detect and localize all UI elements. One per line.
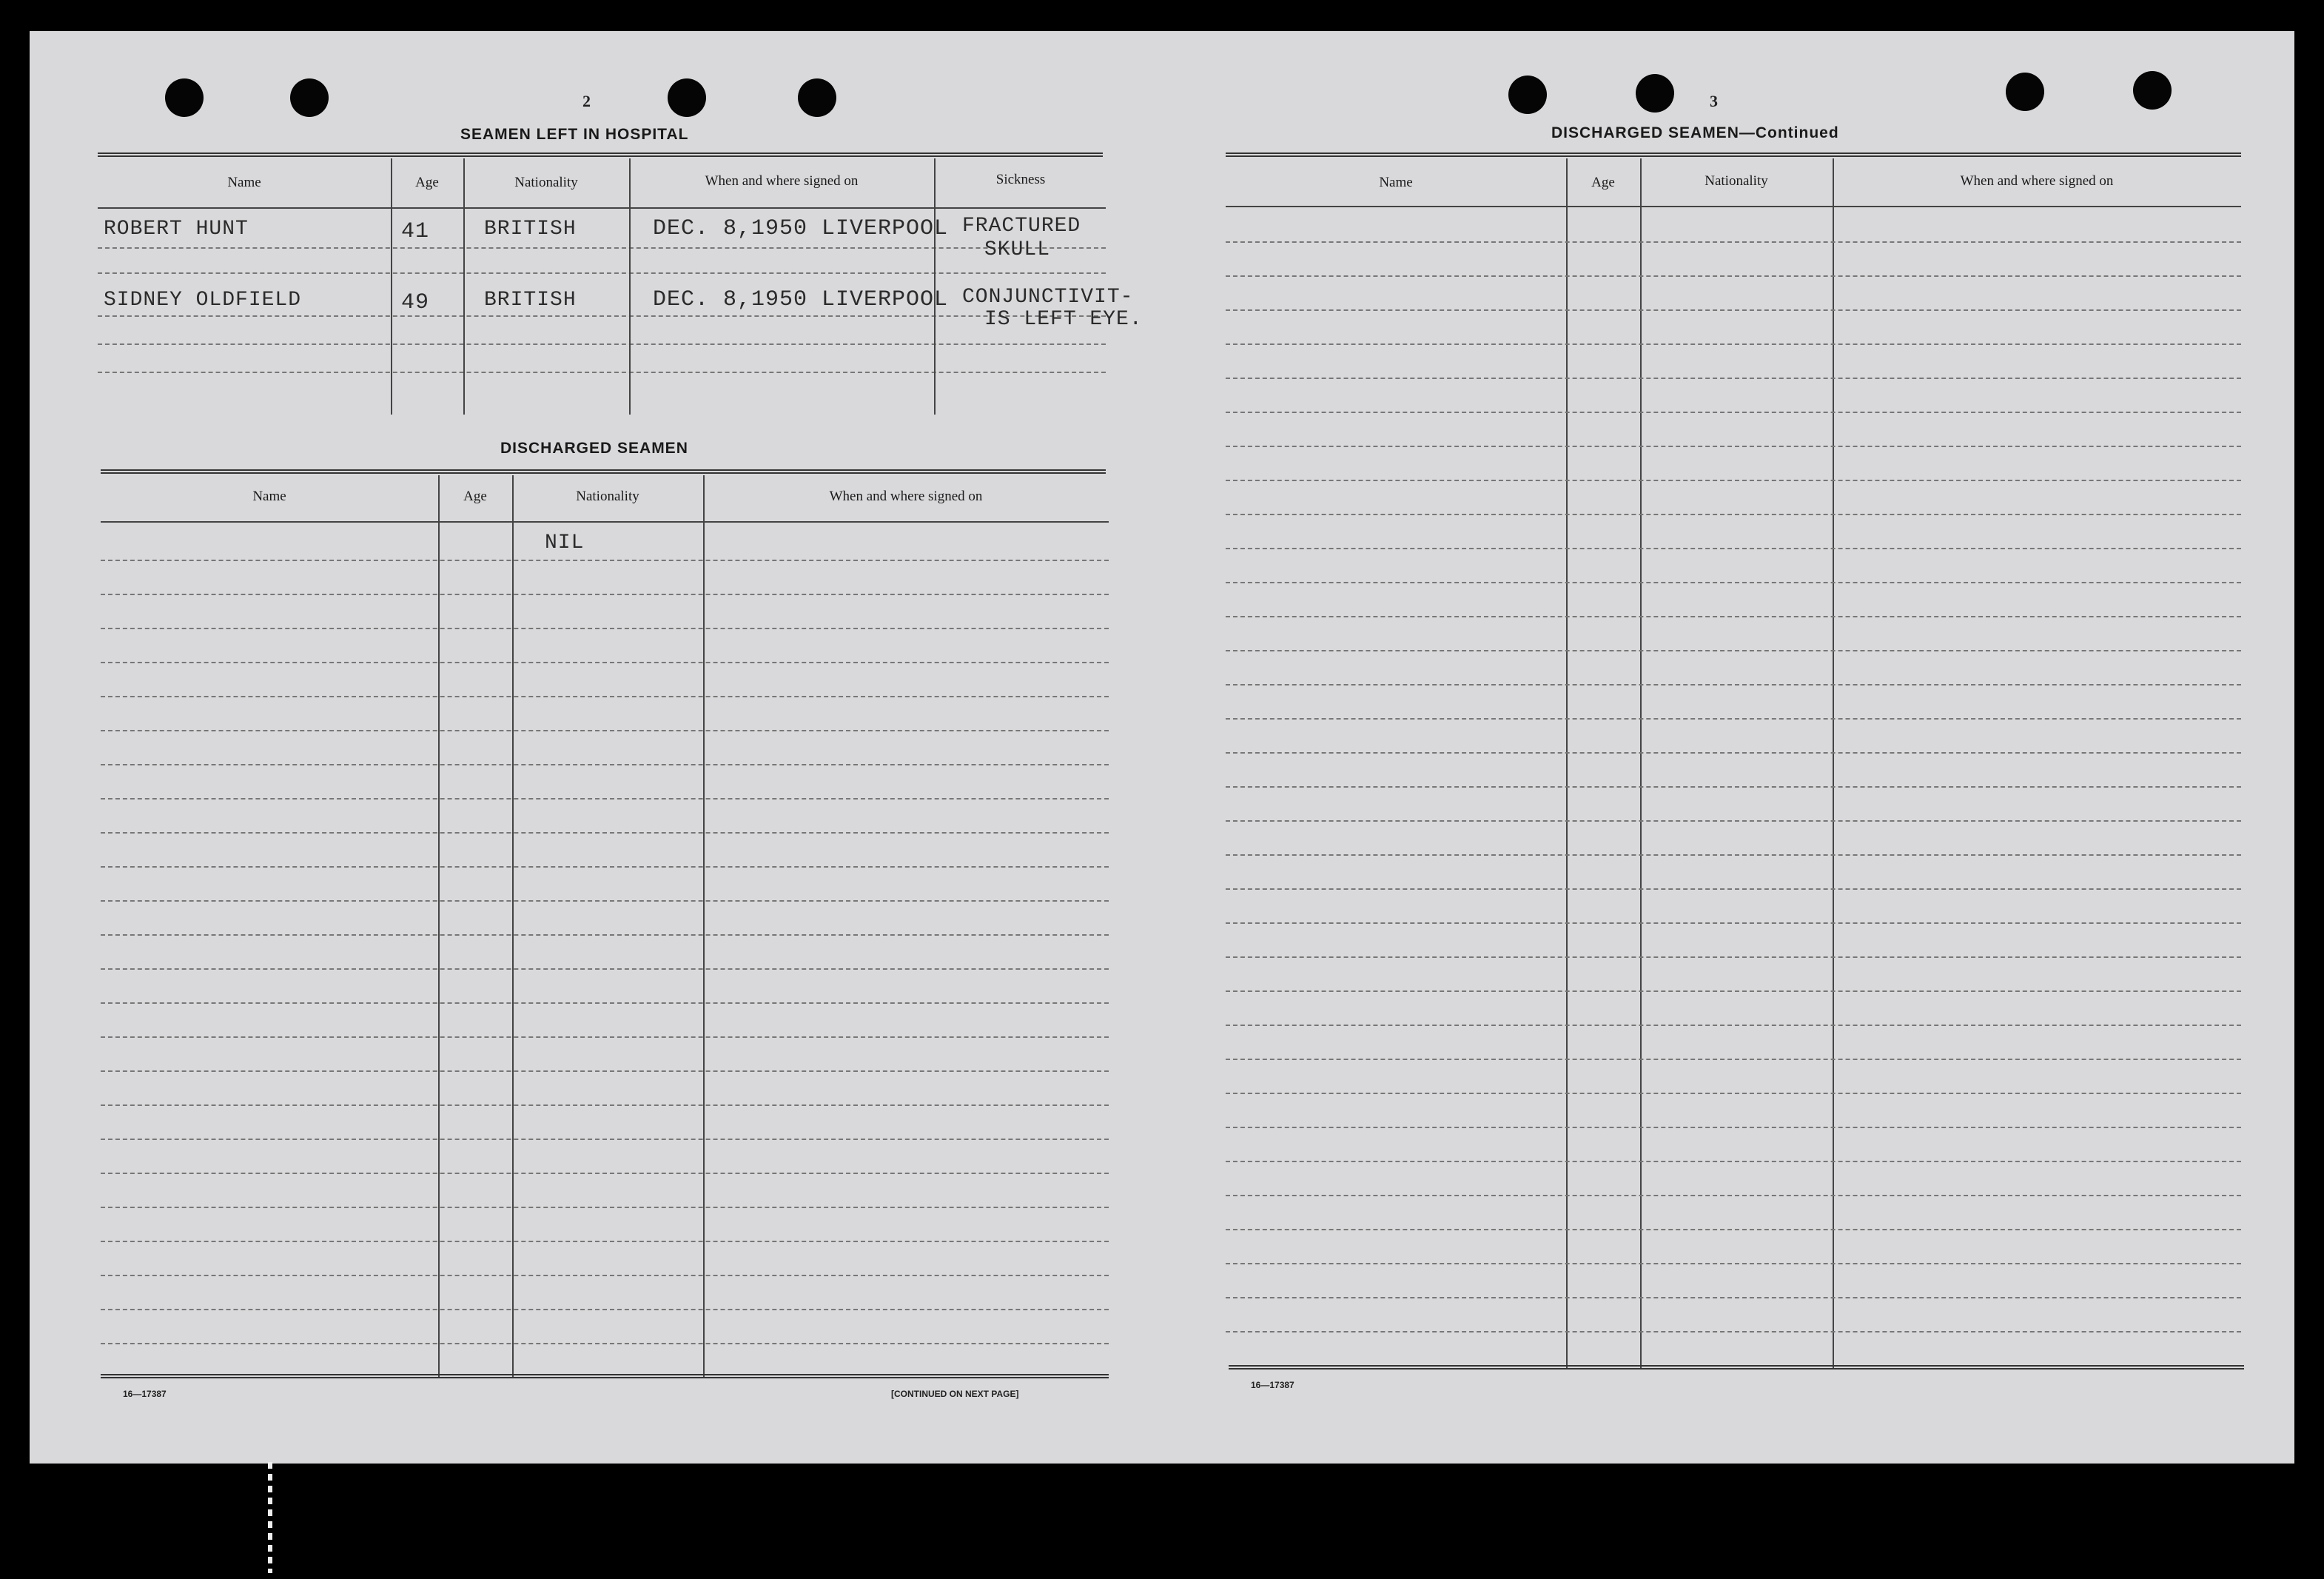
table-row bbox=[101, 1139, 1109, 1140]
table-row bbox=[1226, 684, 2241, 685]
table-row bbox=[1226, 1059, 2241, 1060]
discharged-continued-title: DISCHARGED SEAMEN—Continued bbox=[1551, 124, 1839, 141]
column-header-signed-on: When and where signed on bbox=[1960, 173, 2114, 189]
column-header-nationality: Nationality bbox=[514, 175, 578, 190]
column-header-name: Name bbox=[227, 175, 261, 190]
table-row bbox=[101, 1241, 1109, 1242]
table-row bbox=[101, 900, 1109, 902]
table-row bbox=[101, 1343, 1109, 1344]
column-header-signed-on: When and where signed on bbox=[829, 489, 983, 504]
punch-hole-icon bbox=[1636, 74, 1674, 113]
table-row bbox=[101, 696, 1109, 697]
table-row bbox=[1226, 956, 2241, 958]
hospital-header-rule bbox=[98, 207, 1106, 209]
form-number-right: 16—17387 bbox=[1251, 1380, 1294, 1390]
discharged-section-title: DISCHARGED SEAMEN bbox=[500, 440, 688, 457]
hospital-row-2-nationality: BRITISH bbox=[484, 289, 577, 312]
table-row bbox=[1226, 718, 2241, 720]
table-row bbox=[101, 662, 1109, 663]
table-row bbox=[1226, 888, 2241, 890]
table-row bbox=[1226, 1297, 2241, 1298]
table-row bbox=[101, 1104, 1109, 1106]
table-row bbox=[101, 866, 1109, 868]
punch-hole-icon bbox=[1508, 76, 1547, 114]
table-row bbox=[1226, 1195, 2241, 1196]
column-divider bbox=[629, 158, 631, 415]
table-row bbox=[1226, 1229, 2241, 1230]
table-row bbox=[101, 1309, 1109, 1310]
page-number-left: 2 bbox=[582, 92, 591, 110]
table-row bbox=[1226, 309, 2241, 311]
table-row bbox=[101, 1275, 1109, 1276]
table-row bbox=[1226, 480, 2241, 481]
hospital-row-1-sickness-line-1: FRACTURED bbox=[962, 215, 1081, 238]
table-row bbox=[1226, 650, 2241, 651]
column-header-name: Name bbox=[252, 489, 286, 504]
table-row bbox=[1226, 1263, 2241, 1264]
table-row bbox=[101, 798, 1109, 799]
table-row bbox=[1226, 616, 2241, 617]
hospital-row-1-name: ROBERT HUNT bbox=[104, 218, 249, 241]
table-row bbox=[101, 628, 1109, 629]
column-header-age: Age bbox=[415, 175, 439, 190]
hospital-section-title: SEAMEN LEFT IN HOSPITAL bbox=[460, 126, 689, 143]
hospital-row-2-age: 49 bbox=[401, 290, 430, 315]
punch-hole-icon bbox=[798, 78, 836, 117]
table-row bbox=[1226, 582, 2241, 583]
document-sheet bbox=[30, 31, 2294, 1464]
column-header-name: Name bbox=[1379, 175, 1413, 190]
discharged-table-top-rule bbox=[101, 469, 1106, 474]
hospital-row-2-name: SIDNEY OLDFIELD bbox=[104, 289, 302, 312]
punch-hole-icon bbox=[668, 78, 706, 117]
punch-hole-icon bbox=[2006, 73, 2044, 111]
table-row bbox=[98, 372, 1106, 373]
page-number-right: 3 bbox=[1710, 92, 1718, 110]
hospital-row-2-sickness-line-2: IS LEFT EYE. bbox=[984, 308, 1143, 331]
table-row bbox=[1226, 1093, 2241, 1094]
table-row bbox=[1226, 548, 2241, 549]
hospital-row-1-nationality: BRITISH bbox=[484, 218, 577, 241]
column-divider bbox=[391, 158, 392, 415]
table-row bbox=[101, 560, 1109, 561]
table-row bbox=[101, 832, 1109, 834]
table-row bbox=[101, 764, 1109, 765]
table-row bbox=[101, 934, 1109, 936]
right-header-rule bbox=[1226, 206, 2241, 207]
binding-wire bbox=[268, 1462, 272, 1573]
continued-note: [CONTINUED ON NEXT PAGE] bbox=[891, 1389, 1019, 1399]
hospital-row-2-sickness-line-1: CONJUNCTIVIT- bbox=[962, 286, 1134, 309]
hospital-row-1-sickness-line-2: SKULL bbox=[984, 238, 1051, 261]
table-row bbox=[1226, 786, 2241, 788]
table-row bbox=[1226, 343, 2241, 345]
table-row bbox=[98, 315, 1106, 317]
table-row bbox=[1226, 1331, 2241, 1332]
table-row bbox=[101, 1173, 1109, 1174]
table-row bbox=[1226, 990, 2241, 992]
table-row bbox=[1226, 1025, 2241, 1026]
punch-hole-icon bbox=[2133, 71, 2172, 110]
table-row bbox=[101, 730, 1109, 731]
form-number-left: 16—17387 bbox=[123, 1389, 167, 1399]
table-row bbox=[1226, 854, 2241, 856]
table-row bbox=[101, 1036, 1109, 1038]
hospital-table-top-rule bbox=[98, 152, 1103, 157]
hospital-row-1-age: 41 bbox=[401, 219, 430, 244]
table-row bbox=[1226, 241, 2241, 243]
column-header-sickness: Sickness bbox=[995, 172, 1046, 187]
table-row bbox=[98, 247, 1106, 249]
column-divider bbox=[1640, 158, 1642, 1370]
column-divider bbox=[463, 158, 465, 415]
column-header-age: Age bbox=[463, 489, 487, 504]
table-row bbox=[98, 343, 1106, 345]
table-row bbox=[1226, 922, 2241, 924]
table-row bbox=[1226, 752, 2241, 754]
discharged-nil-entry: NIL bbox=[545, 532, 585, 554]
table-row bbox=[1226, 446, 2241, 447]
discharged-header-rule bbox=[101, 521, 1109, 523]
punch-hole-icon bbox=[165, 78, 204, 117]
right-table-top-rule bbox=[1226, 152, 2241, 157]
right-table-bottom-rule bbox=[1229, 1365, 2244, 1370]
discharged-table-bottom-rule bbox=[101, 1374, 1109, 1378]
table-row bbox=[1226, 412, 2241, 413]
table-row bbox=[1226, 514, 2241, 515]
table-row bbox=[98, 272, 1106, 274]
column-header-age: Age bbox=[1591, 175, 1615, 190]
column-header-signed-on: When and where signed on bbox=[705, 173, 859, 189]
table-row bbox=[101, 1207, 1109, 1208]
punch-hole-icon bbox=[290, 78, 329, 117]
table-row bbox=[101, 1070, 1109, 1072]
hospital-row-2-signed-on: DEC. 8,1950 LIVERPOOL bbox=[653, 287, 949, 312]
table-row bbox=[1226, 1127, 2241, 1128]
table-row bbox=[1226, 275, 2241, 277]
table-row bbox=[1226, 820, 2241, 822]
column-divider bbox=[1566, 158, 1568, 1370]
column-header-nationality: Nationality bbox=[576, 489, 639, 504]
table-row bbox=[101, 968, 1109, 970]
column-divider bbox=[1833, 158, 1834, 1370]
column-divider bbox=[934, 158, 936, 415]
hospital-row-1-signed-on: DEC. 8,1950 LIVERPOOL bbox=[653, 216, 949, 241]
table-row bbox=[1226, 378, 2241, 379]
table-row bbox=[1226, 1161, 2241, 1162]
table-row bbox=[101, 594, 1109, 595]
column-header-nationality: Nationality bbox=[1705, 173, 1768, 189]
table-row bbox=[101, 1002, 1109, 1004]
